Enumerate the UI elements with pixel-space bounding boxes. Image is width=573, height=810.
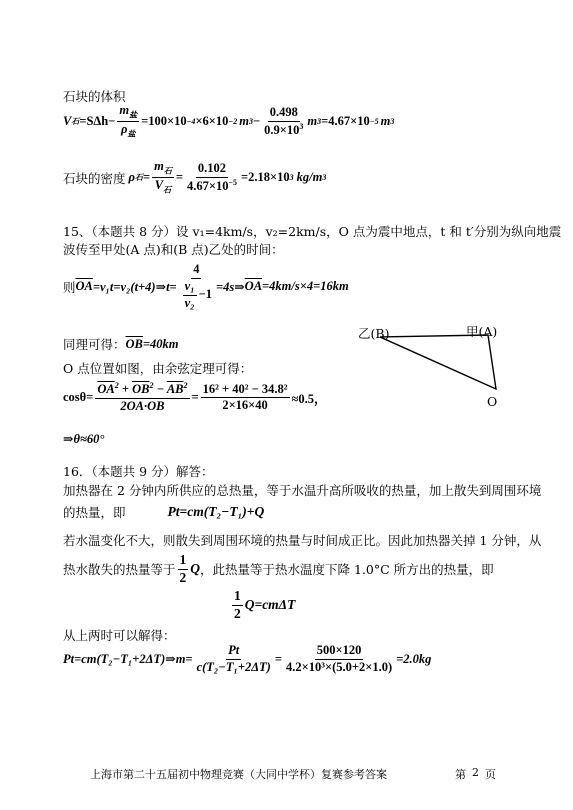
q15-equation1: 则 $\overline{OA}$ =v₁t=v₂(t+4)⇒t= 4 $\frac{\text{v₁}}{\text{v₂}}$ −1 =4s⇒ $\overline{OA}$ =4km/s×4=16km	[63, 262, 349, 310]
q15-position-text: O 点位置如图，由余弦定理可得：	[63, 361, 253, 376]
q16-line5: 从上两时可以解得：	[63, 628, 176, 643]
q15-header-line1: 15、（本题共 8 分）设 v₁=4km/s，v₂=2km/s，O 点为震中地点，t 和 t′分别为纵向地震	[63, 224, 562, 239]
q15-similar: 同理可得： $\overline{OB}=40km$	[63, 336, 179, 352]
triangle-label-b: 乙(B)	[358, 326, 390, 341]
q16-final-equation: Pt=cm(T₂−T₁+2ΔT)⇒m= $\frac{Pt}{\text{c(T₂−T₁+2ΔT)}}$ = $\frac{500\times 120}{\text{4.2×10³×(5.0+2×1.0)}}$ =2.0kg	[63, 643, 432, 674]
stone-volume-label: 石块的体积	[63, 89, 126, 104]
density-equation: 石块的密度 ρ 石 = $\frac{m_石}{V_石}$ = $\frac{0.102}{4.67\times 10^{-5}}$ =2.18×10 3 kg/m 3	[63, 159, 327, 195]
footer-page: 第 2 页	[455, 766, 496, 781]
triangle-outline	[380, 335, 496, 389]
q16-line4: 热水散失的热量等于 $\frac{1}{2}$ Q ，此热量等于热水温度下降 1.0°C 所方出的热量，即	[63, 552, 494, 585]
q15-cosine-equation: cosθ= $\frac{\overline{OA}^2 + \overline{OB}^2 - \overline{AB}^2}{2OA\cdot OB}$ = $\frac{\text{16² + 40² − 34.8²}}{2\times 16\times 40}$ ≈0.5，	[63, 381, 327, 413]
footer-title: 上海市第二十五届初中物理竞赛（大同中学杯）复赛参考答案	[90, 768, 387, 781]
q15-theta-result: ⇒θ≈60°	[63, 432, 105, 446]
q16-half-equation: $\frac{1}{2}$ Q=cmΔT	[234, 588, 296, 621]
triangle-label-o: O	[487, 394, 498, 409]
q16-header: 16．（本题共 9 分）解答：	[63, 464, 214, 479]
q16-line1: 加热器在 2 分钟内所供应的总热量，等于水温升高所吸收的热量，加上散失到周围环境	[63, 483, 542, 498]
q15-header-line2: 波传至甲处(A 点)和(B 点)乙处的时间：	[63, 242, 284, 257]
triangle-label-a: 甲(A)	[466, 324, 498, 339]
q16-line3: 若水温变化不大，则散失到周围环境的热量与时间成正比。因此加热器关掉 1 分钟，从	[63, 533, 542, 548]
q16-line2: 的热量，即 Pt=cm(T₂−T₁)+Q	[63, 504, 265, 520]
page-number: 2	[472, 766, 479, 779]
volume-equation: V 石 =SΔh− $\frac{m_盐}{\rho_盐}$ =100×10 −4 ×6×10 −2 m 3 − $\frac{0.498}{0.9\times 10^3}$ m 3 =4.67×10 −5 m 3	[63, 103, 395, 139]
